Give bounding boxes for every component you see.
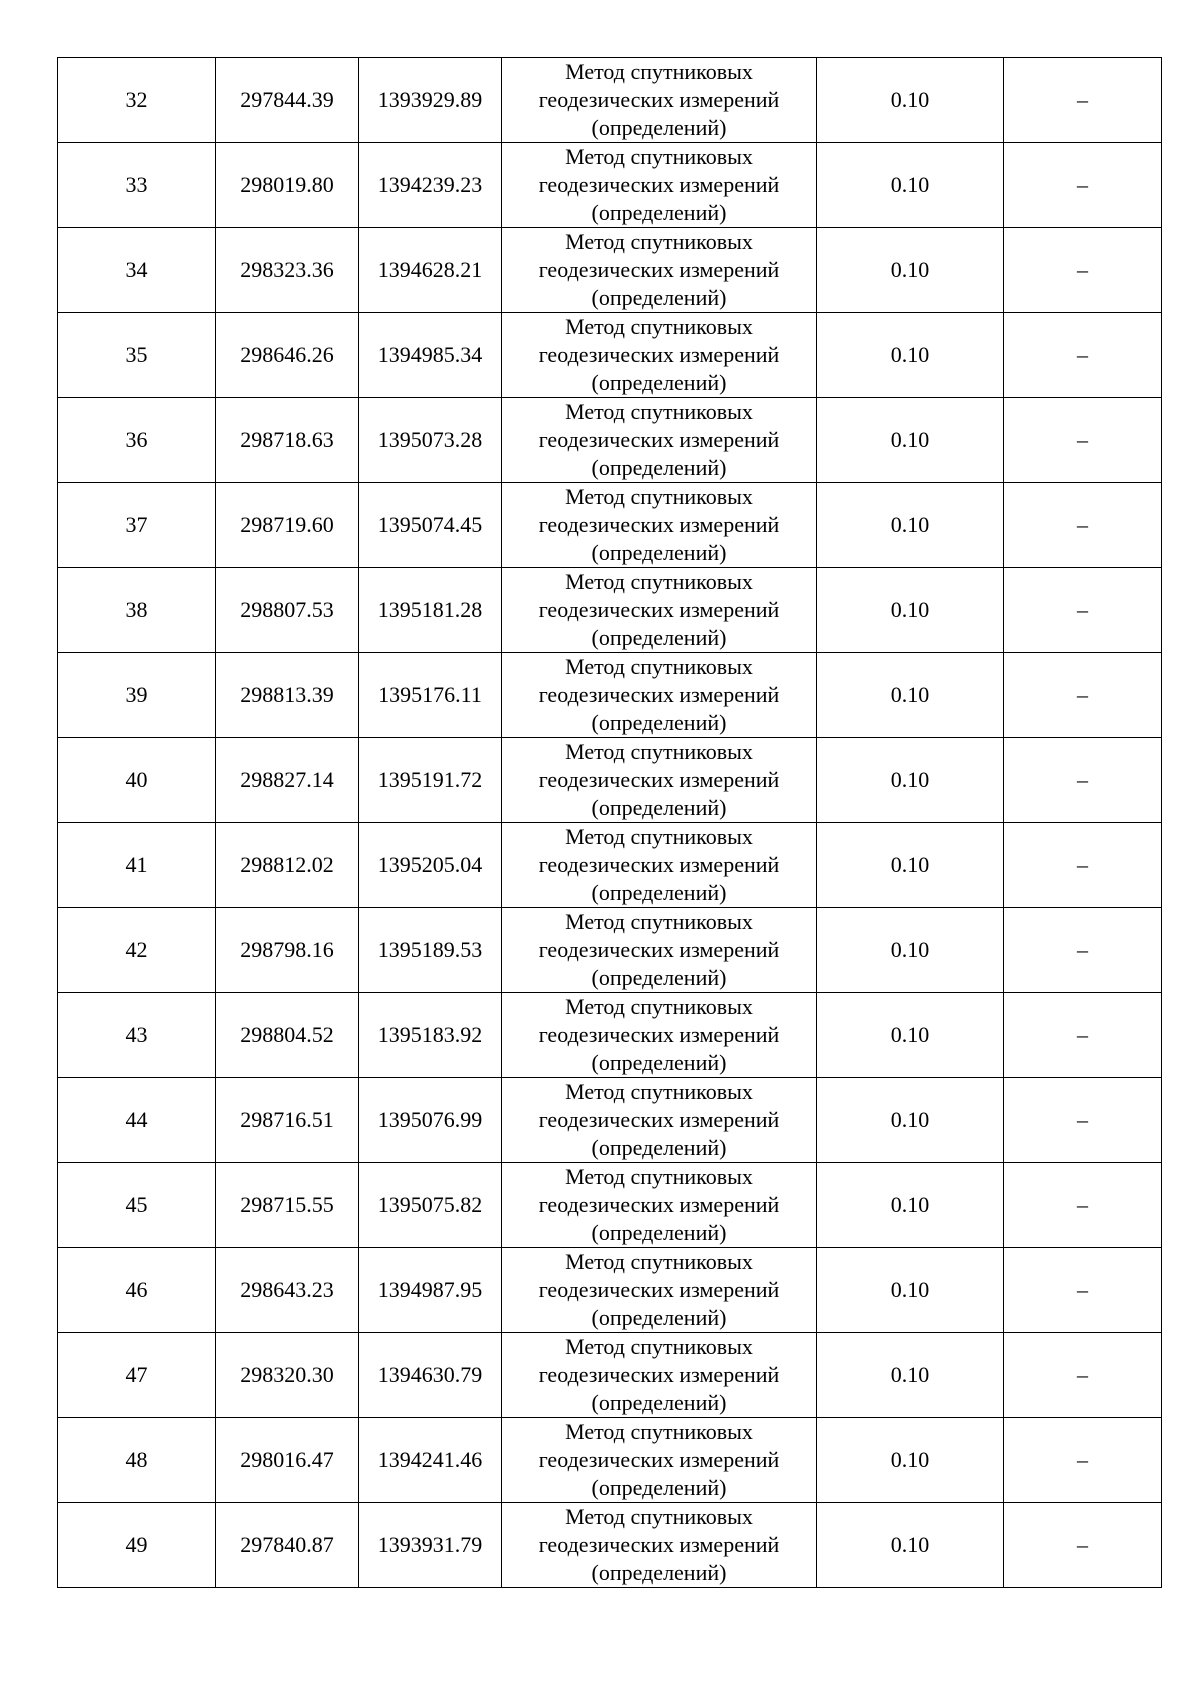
coordinate-x-cell: 298827.14: [216, 738, 359, 823]
coordinate-y-cell: 1395176.11: [359, 653, 502, 738]
coordinate-x-cell: 298016.47: [216, 1418, 359, 1503]
coordinate-y-cell: 1394241.46: [359, 1418, 502, 1503]
coordinate-x-cell: 298019.80: [216, 143, 359, 228]
coordinate-y-cell: 1394987.95: [359, 1248, 502, 1333]
method-line: (определений): [591, 965, 727, 990]
coordinate-x-cell: 298323.36: [216, 228, 359, 313]
precision-cell: 0.10: [817, 228, 1004, 313]
method-line: Метод спутниковых: [565, 229, 753, 254]
point-number-cell: 49: [58, 1503, 216, 1588]
precision-cell: 0.10: [817, 738, 1004, 823]
coordinates-table-body: [58, 58, 1162, 1588]
method-line: геодезических измерений: [538, 172, 780, 197]
coordinate-x-cell: 298718.63: [216, 398, 359, 483]
coordinate-y-cell: 1395205.04: [359, 823, 502, 908]
coordinate-x-cell: 298320.30: [216, 1333, 359, 1418]
description-cell: –: [1004, 483, 1162, 568]
description-cell: –: [1004, 1418, 1162, 1503]
point-number-cell: 33: [58, 143, 216, 228]
coordinate-y-cell: 1394985.34: [359, 313, 502, 398]
precision-cell: 0.10: [817, 398, 1004, 483]
table-row: [58, 228, 1162, 313]
precision-cell: 0.10: [817, 908, 1004, 993]
table-row: [58, 653, 1162, 738]
precision-cell: 0.10: [817, 1503, 1004, 1588]
coordinate-x-cell: 298716.51: [216, 1078, 359, 1163]
description-cell: –: [1004, 738, 1162, 823]
description-cell: –: [1004, 398, 1162, 483]
table-row: [58, 143, 1162, 228]
precision-cell: 0.10: [817, 1078, 1004, 1163]
method-line: (определений): [591, 1475, 727, 1500]
method-line: Метод спутниковых: [565, 484, 753, 509]
point-number-cell: 44: [58, 1078, 216, 1163]
method-line: Метод спутниковых: [565, 909, 753, 934]
method-line: Метод спутниковых: [565, 994, 753, 1019]
method-line: (определений): [591, 285, 727, 310]
precision-cell: 0.10: [817, 823, 1004, 908]
method-cell: [502, 823, 817, 908]
description-cell: –: [1004, 653, 1162, 738]
coordinate-y-cell: 1394630.79: [359, 1333, 502, 1418]
description-cell: –: [1004, 1333, 1162, 1418]
method-line: (определений): [591, 710, 727, 735]
method-line: геодезических измерений: [538, 512, 780, 537]
coordinate-x-cell: 297844.39: [216, 58, 359, 143]
description-cell: –: [1004, 313, 1162, 398]
table-row: [58, 1078, 1162, 1163]
method-line: геодезических измерений: [538, 427, 780, 452]
table-row: [58, 1163, 1162, 1248]
method-cell: [502, 993, 817, 1078]
method-line: Метод спутниковых: [565, 739, 753, 764]
method-line: (определений): [591, 1560, 727, 1585]
coordinate-y-cell: 1394628.21: [359, 228, 502, 313]
table-row: [58, 908, 1162, 993]
method-line: (определений): [591, 370, 727, 395]
coordinate-y-cell: 1394239.23: [359, 143, 502, 228]
coordinate-y-cell: 1393929.89: [359, 58, 502, 143]
point-number-cell: 43: [58, 993, 216, 1078]
method-cell: [502, 1503, 817, 1588]
method-line: геодезических измерений: [538, 342, 780, 367]
table-row: [58, 313, 1162, 398]
table-row: [58, 483, 1162, 568]
precision-cell: 0.10: [817, 58, 1004, 143]
coordinate-x-cell: 298807.53: [216, 568, 359, 653]
method-line: геодезических измерений: [538, 87, 780, 112]
method-cell: [502, 58, 817, 143]
point-number-cell: 40: [58, 738, 216, 823]
method-cell: [502, 143, 817, 228]
method-line: геодезических измерений: [538, 767, 780, 792]
description-cell: –: [1004, 908, 1162, 993]
precision-cell: 0.10: [817, 1333, 1004, 1418]
method-line: Метод спутниковых: [565, 1164, 753, 1189]
coordinate-x-cell: 298719.60: [216, 483, 359, 568]
point-number-cell: 35: [58, 313, 216, 398]
point-number-cell: 41: [58, 823, 216, 908]
table-row: [58, 1503, 1162, 1588]
precision-cell: 0.10: [817, 313, 1004, 398]
table-row: [58, 738, 1162, 823]
point-number-cell: 48: [58, 1418, 216, 1503]
method-line: (определений): [591, 455, 727, 480]
method-line: геодезических измерений: [538, 1277, 780, 1302]
method-line: (определений): [591, 795, 727, 820]
method-line: Метод спутниковых: [565, 1249, 753, 1274]
description-cell: –: [1004, 58, 1162, 143]
table-row: [58, 823, 1162, 908]
description-cell: –: [1004, 1248, 1162, 1333]
coordinate-y-cell: 1395181.28: [359, 568, 502, 653]
coordinate-y-cell: 1395191.72: [359, 738, 502, 823]
method-line: Метод спутниковых: [565, 569, 753, 594]
method-cell: [502, 738, 817, 823]
method-line: геодезических измерений: [538, 852, 780, 877]
coordinate-y-cell: 1395073.28: [359, 398, 502, 483]
method-line: Метод спутниковых: [565, 824, 753, 849]
table-row: [58, 58, 1162, 143]
point-number-cell: 46: [58, 1248, 216, 1333]
method-line: (определений): [591, 1305, 727, 1330]
point-number-cell: 39: [58, 653, 216, 738]
coordinate-x-cell: 298715.55: [216, 1163, 359, 1248]
point-number-cell: 34: [58, 228, 216, 313]
coordinate-y-cell: 1395076.99: [359, 1078, 502, 1163]
coordinates-table: [57, 57, 1162, 1588]
point-number-cell: 32: [58, 58, 216, 143]
point-number-cell: 38: [58, 568, 216, 653]
method-cell: [502, 1248, 817, 1333]
point-number-cell: 47: [58, 1333, 216, 1418]
precision-cell: 0.10: [817, 143, 1004, 228]
precision-cell: 0.10: [817, 653, 1004, 738]
method-line: геодезических измерений: [538, 682, 780, 707]
description-cell: –: [1004, 228, 1162, 313]
coordinate-x-cell: 298804.52: [216, 993, 359, 1078]
method-line: (определений): [591, 540, 727, 565]
point-number-cell: 42: [58, 908, 216, 993]
table-row: [58, 568, 1162, 653]
document-page: [57, 57, 1161, 1588]
method-line: геодезических измерений: [538, 1192, 780, 1217]
description-cell: –: [1004, 143, 1162, 228]
method-line: Метод спутниковых: [565, 1419, 753, 1444]
description-cell: –: [1004, 1503, 1162, 1588]
method-cell: [502, 483, 817, 568]
coordinate-y-cell: 1393931.79: [359, 1503, 502, 1588]
method-line: геодезических измерений: [538, 1107, 780, 1132]
coordinate-x-cell: 298798.16: [216, 908, 359, 993]
method-line: Метод спутниковых: [565, 144, 753, 169]
coordinate-y-cell: 1395074.45: [359, 483, 502, 568]
precision-cell: 0.10: [817, 1418, 1004, 1503]
description-cell: –: [1004, 993, 1162, 1078]
method-line: (определений): [591, 1390, 727, 1415]
method-cell: [502, 1163, 817, 1248]
table-row: [58, 1418, 1162, 1503]
method-line: Метод спутниковых: [565, 1334, 753, 1359]
method-line: геодезических измерений: [538, 1362, 780, 1387]
coordinate-y-cell: 1395189.53: [359, 908, 502, 993]
method-cell: [502, 1333, 817, 1418]
method-cell: [502, 653, 817, 738]
method-line: (определений): [591, 200, 727, 225]
point-number-cell: 36: [58, 398, 216, 483]
method-line: геодезических измерений: [538, 257, 780, 282]
method-cell: [502, 398, 817, 483]
method-line: Метод спутниковых: [565, 1504, 753, 1529]
table-row: [58, 398, 1162, 483]
table-row: [58, 1333, 1162, 1418]
method-line: Метод спутниковых: [565, 399, 753, 424]
method-line: геодезических измерений: [538, 597, 780, 622]
method-cell: [502, 568, 817, 653]
coordinate-x-cell: 298813.39: [216, 653, 359, 738]
precision-cell: 0.10: [817, 1163, 1004, 1248]
method-line: Метод спутниковых: [565, 59, 753, 84]
table-row: [58, 1248, 1162, 1333]
description-cell: –: [1004, 1163, 1162, 1248]
coordinate-x-cell: 297840.87: [216, 1503, 359, 1588]
method-line: (определений): [591, 115, 727, 140]
method-line: Метод спутниковых: [565, 1079, 753, 1104]
method-line: геодезических измерений: [538, 937, 780, 962]
method-line: (определений): [591, 1050, 727, 1075]
method-cell: [502, 1078, 817, 1163]
precision-cell: 0.10: [817, 568, 1004, 653]
method-line: геодезических измерений: [538, 1022, 780, 1047]
method-line: геодезических измерений: [538, 1532, 780, 1557]
point-number-cell: 45: [58, 1163, 216, 1248]
method-cell: [502, 228, 817, 313]
method-cell: [502, 1418, 817, 1503]
method-line: Метод спутниковых: [565, 654, 753, 679]
method-line: геодезических измерений: [538, 1447, 780, 1472]
coordinate-y-cell: 1395183.92: [359, 993, 502, 1078]
method-line: (определений): [591, 625, 727, 650]
description-cell: –: [1004, 568, 1162, 653]
description-cell: –: [1004, 823, 1162, 908]
precision-cell: 0.10: [817, 993, 1004, 1078]
method-line: (определений): [591, 1220, 727, 1245]
coordinate-y-cell: 1395075.82: [359, 1163, 502, 1248]
point-number-cell: 37: [58, 483, 216, 568]
method-line: (определений): [591, 880, 727, 905]
coordinate-x-cell: 298643.23: [216, 1248, 359, 1333]
method-line: Метод спутниковых: [565, 314, 753, 339]
precision-cell: 0.10: [817, 483, 1004, 568]
coordinate-x-cell: 298646.26: [216, 313, 359, 398]
method-cell: [502, 908, 817, 993]
table-row: [58, 993, 1162, 1078]
coordinate-x-cell: 298812.02: [216, 823, 359, 908]
precision-cell: 0.10: [817, 1248, 1004, 1333]
method-line: (определений): [591, 1135, 727, 1160]
description-cell: –: [1004, 1078, 1162, 1163]
method-cell: [502, 313, 817, 398]
